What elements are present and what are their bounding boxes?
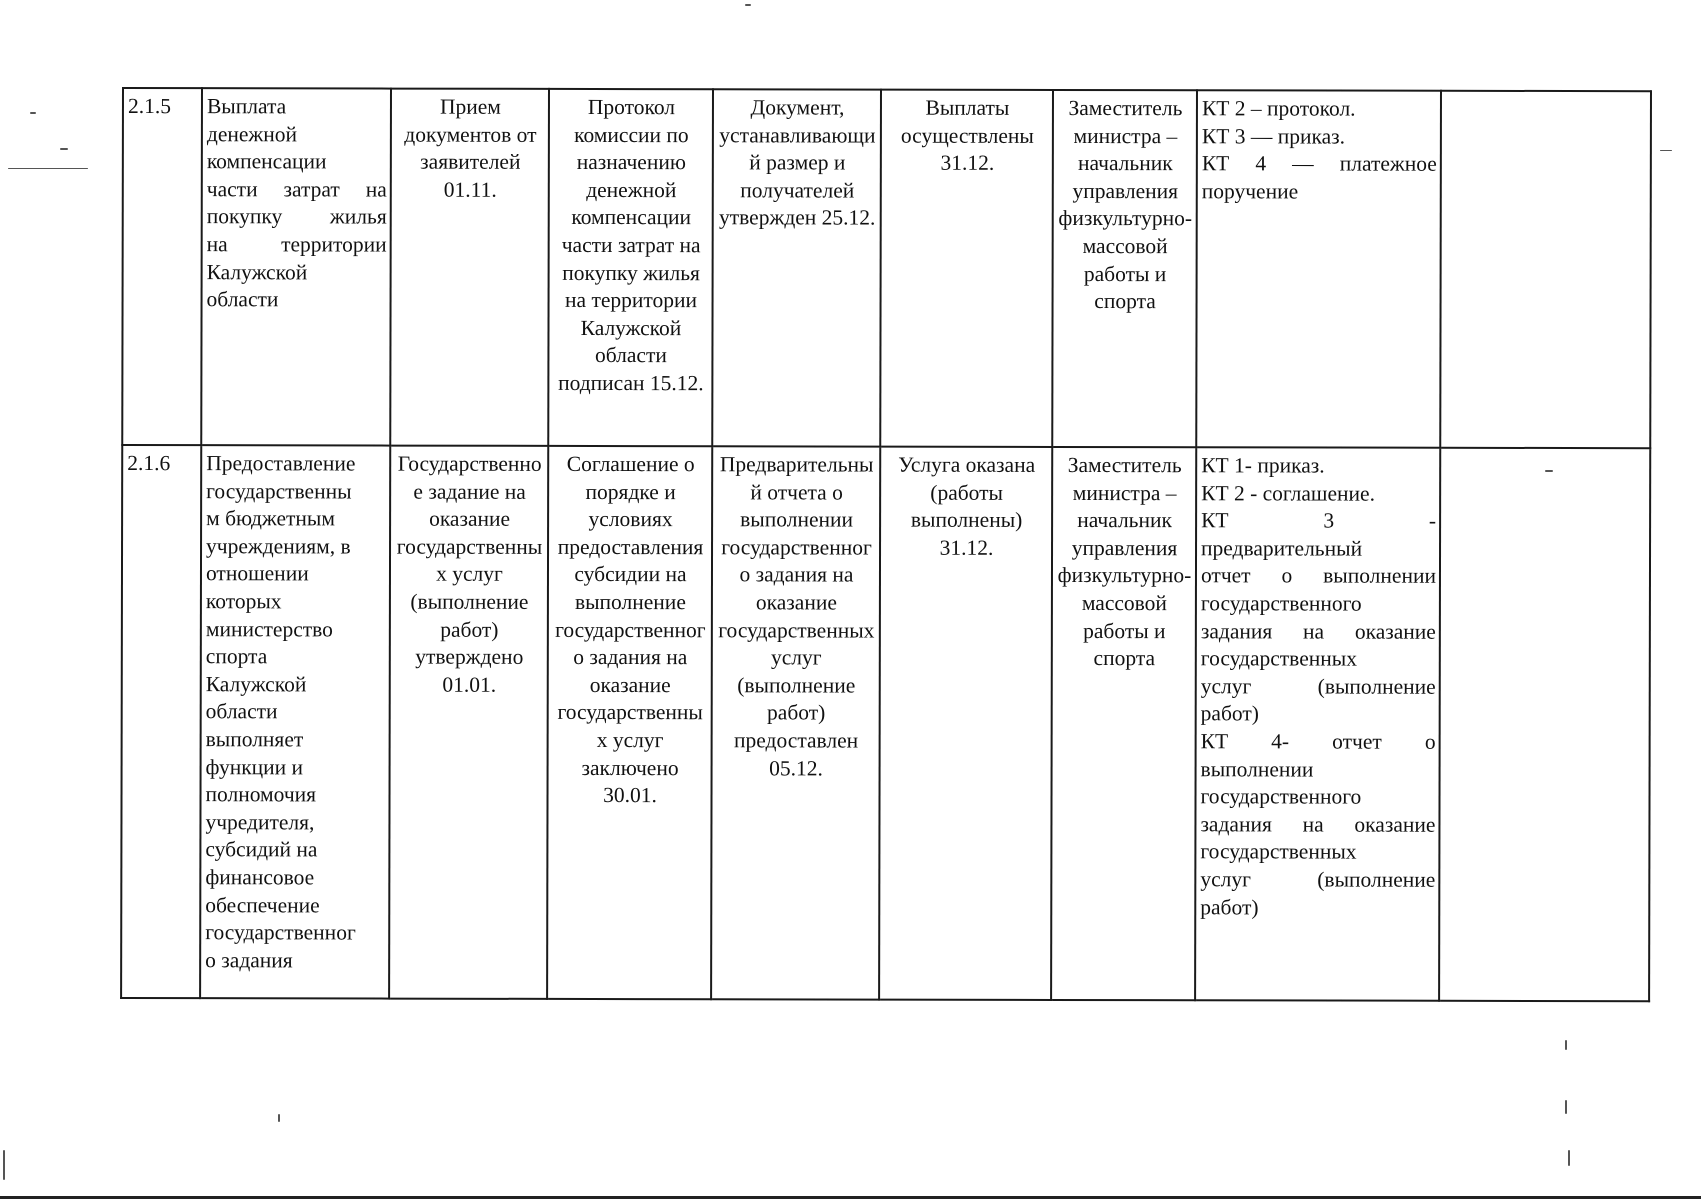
control-points-cell xyxy=(1195,447,1440,1001)
note-cell xyxy=(1440,91,1651,448)
text-line: выполняет xyxy=(205,727,304,752)
text-line: работ) xyxy=(1200,701,1259,726)
text-line: государственны xyxy=(206,478,352,504)
start-cell: Прием документов от заявителей 01.11. xyxy=(390,89,549,446)
text-line: услуг (выполнение xyxy=(1200,674,1436,699)
completion-cell: Услуга оказана (работы выполнены) 31.12. xyxy=(879,447,1052,1000)
plan-table xyxy=(120,87,1652,1002)
text-line: компенсации xyxy=(206,149,327,174)
text-line: спорта xyxy=(205,644,268,669)
item-number-cell: 2.1.6 xyxy=(121,445,201,998)
text-line: государственных xyxy=(1200,839,1357,864)
event-lines xyxy=(205,450,386,975)
table-row xyxy=(122,88,1651,448)
text-line: Калужской xyxy=(205,671,307,697)
text-line: министерство xyxy=(205,616,333,642)
text-line: государственных xyxy=(1200,646,1358,671)
control-point-lines xyxy=(1200,452,1436,922)
text-line: полномочия xyxy=(205,782,317,807)
event-lines xyxy=(207,93,387,314)
start-cell: Государственное задание на оказание государственных услуг (выполнение работ) утверждено 01.01. xyxy=(389,446,548,999)
event-cell xyxy=(200,445,390,998)
scan-speck xyxy=(1565,1040,1567,1050)
text-line: отчет о выполнении xyxy=(1200,563,1437,589)
text-line: КТ 1- приказ. xyxy=(1201,453,1325,478)
item-number-cell: 2.1.5 xyxy=(122,88,202,445)
scan-speck xyxy=(1568,1150,1570,1166)
text-line: задания на оказание xyxy=(1200,811,1436,837)
scan-speck xyxy=(3,1150,5,1180)
text-line: учредителя, xyxy=(205,809,315,835)
text-line: на территории xyxy=(206,232,387,257)
text-line: услуг (выполнение xyxy=(1200,867,1436,892)
text-line: Предоставление xyxy=(206,451,356,476)
completion-cell: Выплаты осуществлены 31.12. xyxy=(880,90,1053,447)
text-line: области xyxy=(205,699,278,724)
result-cell: Протокол комиссии по назначению денежной компенсации части затрат на покупку жилья на территории Калужской области подписан 15.12. xyxy=(548,89,713,446)
text-line: КТ 3 — приказ. xyxy=(1201,123,1346,149)
text-line: м бюджетным xyxy=(206,506,336,531)
text-line: выполнении xyxy=(1200,756,1314,782)
text-line: о задания xyxy=(205,947,293,973)
text-line: государственног xyxy=(205,920,356,945)
scan-speck xyxy=(8,168,88,169)
text-line: учреждениям, в xyxy=(206,533,351,559)
text-line: денежной xyxy=(206,121,298,146)
text-line: Выплата xyxy=(206,94,287,119)
scan-speck xyxy=(1545,470,1553,472)
text-line: КТ 2 – протокол. xyxy=(1201,96,1356,121)
text-line: субсидий на xyxy=(205,837,318,862)
text-line: КТ 4 — платежное xyxy=(1201,151,1437,176)
text-line: части затрат на xyxy=(206,176,387,202)
text-line: работ) xyxy=(1200,894,1259,919)
document-cell: Предварительный отчета о выполнении государственного задания на оказание государственных услуг (выполнение работ) предоставлен 05.12. xyxy=(711,446,880,999)
event-cell xyxy=(201,88,391,445)
text-line: КТ 2 - соглашение. xyxy=(1201,480,1376,506)
text-line: государственного xyxy=(1200,784,1362,809)
scan-speck xyxy=(278,1114,280,1122)
text-line: задания на оказание xyxy=(1200,618,1436,644)
text-line: функции и xyxy=(205,754,304,779)
text-line: КТ 4- отчет о xyxy=(1200,729,1436,754)
scan-speck xyxy=(1660,150,1672,151)
text-line: поручение xyxy=(1201,179,1299,204)
document-cell: Документ, устанавливающий размер и получателей утвержден 25.12. xyxy=(712,89,881,446)
text-line: предварительный xyxy=(1201,536,1363,561)
control-point-lines xyxy=(1202,95,1437,206)
table-row xyxy=(121,445,1650,1001)
text-line: которых xyxy=(205,589,282,614)
text-line: покупку жилья xyxy=(206,204,387,229)
scan-speck xyxy=(1565,1100,1567,1114)
text-line: области xyxy=(206,287,279,312)
scan-speck xyxy=(30,112,36,114)
text-line: КТ 3 - xyxy=(1201,508,1437,533)
scan-speck xyxy=(745,4,751,6)
text-line: финансовое xyxy=(205,865,315,890)
text-line: обеспечение xyxy=(205,892,320,917)
control-points-cell xyxy=(1196,90,1441,448)
text-line: государственного xyxy=(1200,591,1362,616)
responsible-cell: Заместитель министра – начальник управления физкультурно-массовой работы и спорта xyxy=(1051,447,1196,1000)
scan-speck xyxy=(60,148,68,150)
result-cell: Соглашение о порядке и условиях предоставления субсидии на выполнение государственного задания на оказание государственных услуг заключено 30.01. xyxy=(547,446,712,999)
text-line: Калужской xyxy=(206,259,308,284)
note-cell xyxy=(1439,448,1650,1001)
responsible-cell: Заместитель министра – начальник управления физкультурно-массовой работы и спорта xyxy=(1052,90,1197,447)
scan-edge-line xyxy=(0,1196,1701,1199)
text-line: отношении xyxy=(205,561,309,586)
